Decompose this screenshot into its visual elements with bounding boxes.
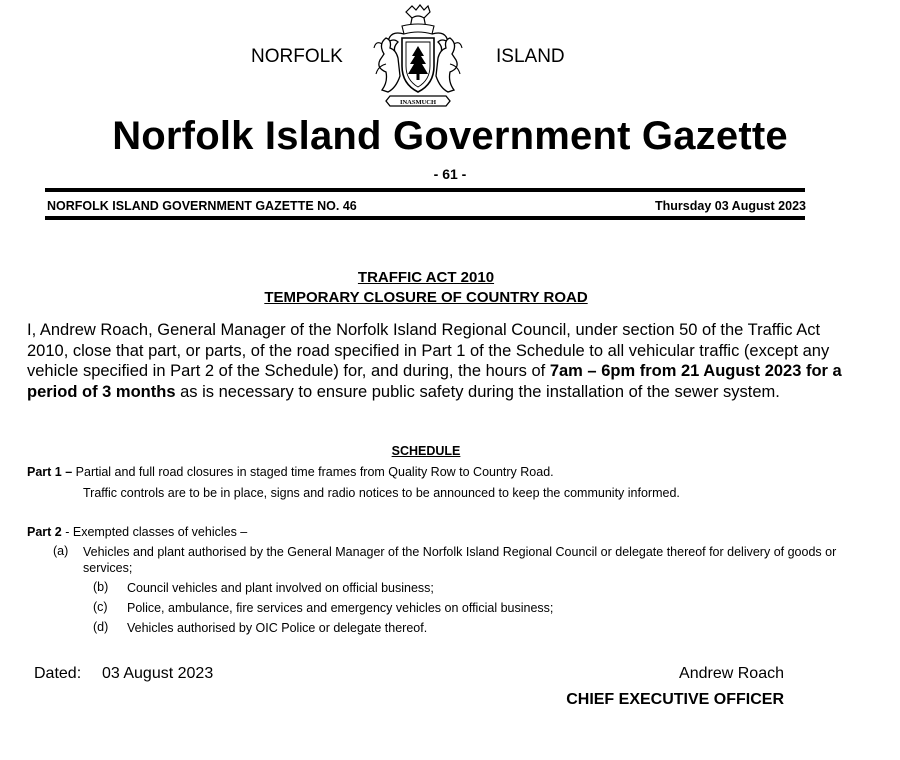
gazette-title: Norfolk Island Government Gazette [112, 114, 788, 158]
top-rule [45, 188, 805, 192]
gazette-date: Thursday 03 August 2023 [655, 199, 806, 213]
item-c-text: Police, ambulance, fire services and emergency vehicles on official business; [127, 601, 554, 615]
signatory-position: CHIEF EXECUTIVE OFFICER [566, 691, 784, 708]
item-a-label: (a) [53, 544, 69, 558]
part2-label: Part 2 [27, 525, 62, 539]
bottom-rule [45, 216, 805, 220]
header-word-island: ISLAND [496, 46, 565, 67]
dated-value: 03 August 2023 [102, 665, 214, 682]
part2-line [27, 524, 627, 540]
notice-text-end: as is necessary to ensure public safety during the installation of the sewer system. [175, 382, 780, 401]
crest-motto: INASMUCH [399, 99, 437, 106]
schedule-heading: SCHEDULE [391, 444, 461, 458]
notice-text-start: I, Andrew Roach, General Manager of the Norfolk Island Regional Council, under section 50 of the Traffic Act 2010, close that part, or parts, of the road specified in Part 1 of the Schedule to all vehicular traffic (except any vehicle specified in Part 2 of the Schedule) for, and during, the hours of [27, 321, 830, 380]
item-d-text: Vehicles authorised by OIC Police or delegate thereof. [127, 621, 428, 635]
item-d-label: (d) [93, 620, 109, 634]
page-number: - 61 - [433, 166, 467, 182]
part1-line [27, 464, 847, 480]
item-b-label: (b) [93, 580, 109, 594]
closure-period: 7am – 6pm from 21 August 2023 for a period of 3 months [27, 362, 842, 401]
notice-paragraph [27, 320, 862, 402]
signatory-name: Andrew Roach [679, 665, 784, 682]
notice-title: TEMPORARY CLOSURE OF COUNTRY ROAD [264, 289, 588, 306]
coat-of-arms-crest [368, 4, 468, 112]
header-word-norfolk: NORFOLK [251, 46, 343, 67]
item-a-text: Vehicles and plant authorised by the General Manager of the Norfolk Island Regional Council or delegate thereof for delivery of goods or services; [83, 545, 837, 575]
part1-label: Part 1 – [27, 465, 73, 479]
item-c-label: (c) [93, 600, 108, 614]
gazette-number: NORFOLK ISLAND GOVERNMENT GAZETTE NO. 46 [47, 199, 357, 213]
part1-text: Partial and full road closures in staged time frames from Quality Row to Country Road. [75, 465, 554, 479]
dated-label: Dated: [34, 665, 82, 682]
part2-text: - Exempted classes of vehicles – [61, 525, 248, 539]
act-title: TRAFFIC ACT 2010 [357, 269, 495, 286]
part1-text-continued: Traffic controls are to be in place, signs and radio notices to be announced to keep the community informed. [83, 486, 680, 500]
item-b-text: Council vehicles and plant involved on official business; [127, 581, 434, 595]
